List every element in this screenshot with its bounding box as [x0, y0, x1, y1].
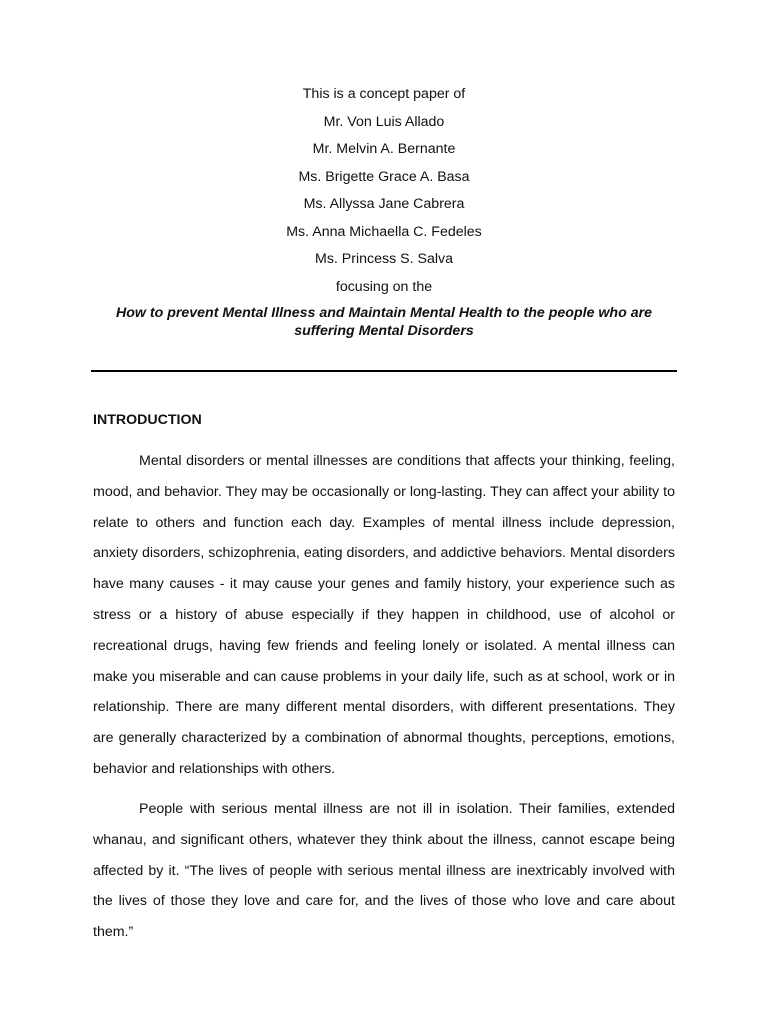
author-name: Ms. Princess S. Salva	[315, 251, 453, 267]
author-name: Mr. Von Luis Allado	[323, 113, 445, 130]
body-paragraph: Mental disorders or mental illnesses are conditions that affects your thinking, feeling, mood, and behavior. They may be occasionally or long-lasting. They can affect your ability to relate to others and function each day. Examples of mental illness include depression, anxiety disorders, schizophrenia, eating disorders, and addictive behaviors. Mental disorders have many causes - it may cause your genes and family history, your experience such as stress or a history of abuse especially if they happen in childhood, use of alcohol or recreational drugs, having few friends and feeling lonely or isolated. A mental illness can make you miserable and can cause problems in your daily life, such as at school, work or in relationship. There are many different mental disorders, with different presentations. They are generally characterized by a combination of abnormal thoughts, perceptions, emotions, behavior and relationships with others.	[93, 453, 675, 777]
focusing-on-label: focusing on the	[335, 278, 433, 295]
body-paragraph: People with serious mental illness are not ill in isolation. Their families, extended whanau, and significant others, whatever they think about the illness, cannot escape being affected by it. “The lives of people with serious mental illness are inextricably involved with the lives of those they love and care for, and the lives of those who love and care about them.”	[93, 801, 675, 941]
author-name: Ms. Anna Michaella C. Fedeles	[286, 223, 482, 240]
paper-title: How to prevent Mental Illness and Maintain Mental Health to the people who are suffering Mental Disorders	[115, 305, 653, 339]
author-name: Ms. Brigette Grace A. Basa	[298, 168, 470, 185]
author-name: Mr. Melvin A. Bernante	[312, 141, 456, 157]
author-block	[0, 84, 768, 304]
section-heading: INTRODUCTION	[93, 412, 202, 428]
author-name: Ms. Allyssa Jane Cabrera	[303, 196, 465, 212]
horizontal-divider	[91, 370, 677, 372]
concept-paper-intro: This is a concept paper of	[302, 86, 466, 102]
